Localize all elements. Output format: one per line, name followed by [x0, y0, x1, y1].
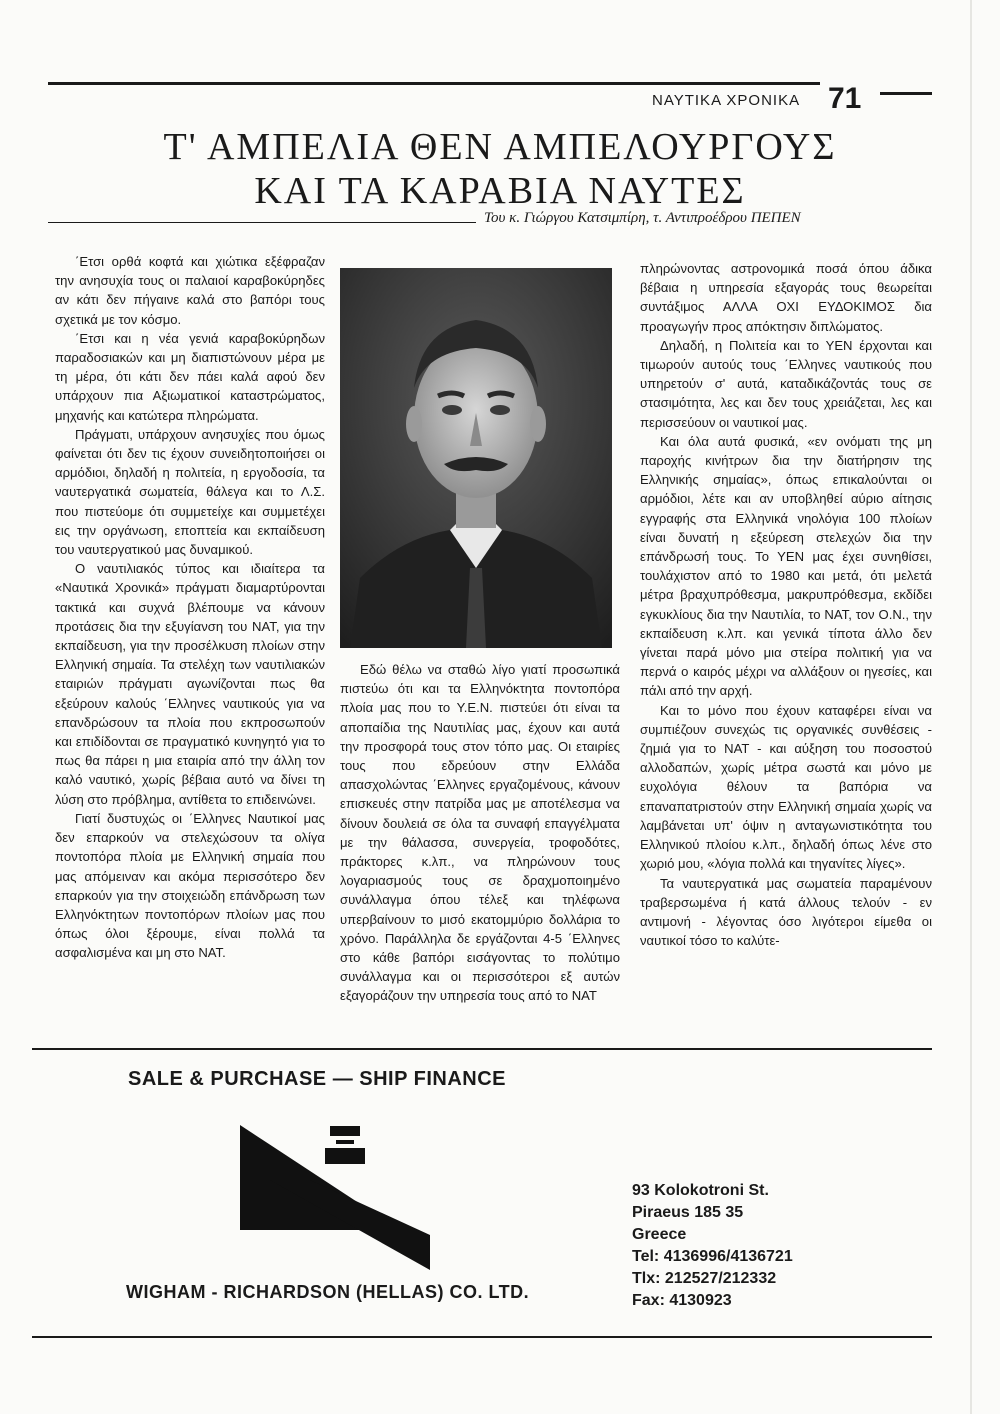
article-column-3 [640, 259, 932, 950]
paragraph: Ο ναυτιλιακός τύπος και ιδιαίτερα τα «Ναυτικά Χρονικά» πράγματι διαμαρτύρονται τακτικά και συχνά βλέπουμε να κάνουν προτάσεις δια την εξυγίανση του ΝΑΤ, για την εκπαίδευση, για την προσέλκυση πλοίων στην Ελληνική σημαία. Τα στελέχη των ναυτιλιακών εταιριών πράγματι αγωνίζονται πως θα εξεύρουν καλούς ΄Ελληνες ναυτικούς για να επανδρώσουν τα πλοία που εκπροσωπούν και επιδίδονται σε πραγματικό κυνηγητό για το πως θα πάρει η μια εταιρία από την άλλη τον καλό ναυτικό, χωρίς βέβαια αυτό να δίνει τη λύση στο πρόβλημα, αντίθετα το επιδεινώνει. [55, 561, 325, 807]
paragraph: ΄Ετσι ορθά κοφτά και χιώτικα εξέφραζαν την ανησυχία τους οι παλαιοί καραβοκύρηδες αν κάτι δεν πήγαινε καλά στο βαπόρι τους σχετικά με τον κόσμο. [55, 254, 325, 327]
paragraph: Εδώ θέλω να σταθώ λίγο γιατί προσωπικά πιστεύω ότι και τα Ελληνόκτητα ποντοπόρα πλοία μας που το Υ.Ε.Ν. πιστεύει ότι είναι τα αποπαίδια της Ναυτιλίας μας, έχουν και αυτά την προσφορά τους στον τόπο μας. Οι εταιρίες τους που εδρεύουν στην Ελλάδα απασχολώντας ΄Ελληνες εργαζομένους, κάνουν επισκευές στην πατρίδα μας με αποτέλεσμα να δίνουν δουλειά σε όλα τα συναφή επαγγέλματα με την θάλασσα, συνεργεία, τροφοδότες, πράκτορες κ.λπ., να πληρώνουν τους λογαριασμούς τους σε δραχμοποιημένο συνάλλαγμα όπου τέλεξ και τηλέφωνα υπερβαίνουν το μισό εκατομμύριο δολλάρια το χρόνο. Παράλληλα δε εργάζονται 4-5 ΄Ελληνες στο κάθε βαπόρι εισάγοντας το πολύτιμο συνάλλαγμα και οι περισσότεροι εξ αυτών εξαγοράζουν την υπηρεσία τους από το ΝΑΤ [340, 662, 620, 1004]
article-column-1 [55, 252, 325, 963]
advert-heading: SALE & PURCHASE — SHIP FINANCE [128, 1068, 507, 1090]
address-tel: Tel: 4136996/4136721 [632, 1248, 793, 1265]
paragraph: Και το μόνο που έχουν καταφέρει είναι να συμπιέζουν συνεχώς τις οργανικές συνθέσεις - ζημιά για το ΝΑΤ - και αύξηση του ποσοστού αλλοδαπών, χωρίς μέτρα σωστά και μόνο με ευχολόγια θέλουν τα βαπόρια να επαναπατριστούν στην Ελληνική σημαία χωρίς να λαμβάνεται υπ' όψιν η ανταγωνιστικότητα του Ελληνικού πλοίου κ.λπ., δηλαδή όπως λένε στο χωριό μου, «λόγια πολλά και τηγανίτες λίγες». [640, 702, 932, 872]
page-edge [970, 0, 972, 1414]
address-country: Greece [632, 1226, 687, 1243]
byline: Του κ. Γιώργου Κατσιμπίρη, τ. Αντιπροέδρου ΠΕΠΕΝ [484, 210, 801, 226]
portrait-illustration [340, 268, 612, 648]
article-title-line-2: ΚΑΙ ΤΑ ΚΑΡΑΒΙΑ ΝΑΥΤΕΣ [254, 170, 746, 212]
byline-rule [48, 222, 476, 223]
address-street: 93 Kolokotroni St. [632, 1182, 769, 1199]
paragraph: Πράγματι, υπάρχουν ανησυχίες που όμως φαίνεται ότι δεν τις έχουν συνειδητοποιήσει οι αρμόδιοι, δηλαδή η πολιτεία, η εργοδοσία, τα ναυτεργατικά σωματεία, θάλεγα και το Λ.Σ. που πιστεύομε ότι συμμετείχε και συμμετέχει εις την οργάνωση, εποπτεία και εκπαίδευση του ναυτεργατικού μας δυναμικού. [55, 426, 325, 558]
paragraph: Δηλαδή, η Πολιτεία και το ΥΕΝ έρχονται και τιμωρούν αυτούς τους ΄Ελληνες ναυτικούς που υπηρετούν σ' αυτά, καταδικάζοντάς τους σε στασιμότητα, λες και δεν τους χρειάζεται, λες και περισσεύουν οι ναυτικοί μας. [640, 337, 932, 430]
advert-top-rule [32, 1048, 932, 1050]
address-tlx: Tlx: 212527/212332 [632, 1270, 777, 1287]
header-rule [48, 82, 820, 85]
paragraph: Τα ναυτεργατικά μας σωματεία παραμένουν τραβερσωμένα ή κατά άλλους τελούν - εν αντιμονή - λέγοντας όσο λιγότεροι είμεθα οι ναυτικοί τόσο το καλύτε- [640, 875, 932, 949]
page-bottom-rule [32, 1336, 932, 1338]
paragraph: Γιατί δυστυχώς οι ΄Ελληνες Ναυτικοί μας δεν επαρκούν να στελεχώσουν τα ολίγα ποντοπόρα πλοία με Ελληνική σημαία που μας απόμειναν και ακόμα περισσότερο δεν επαρκούν για την στοιχειώδη επάνδρωση των Ελληνόκτητων ποντοπόρων πλοίων μας που όπως όλοι ξέρουμε, είναι πολλά τα ασφαλισμένα και μη στο ΝΑΤ. [55, 810, 325, 961]
address-fax: Fax: 4130923 [632, 1292, 732, 1309]
paragraph: ΄Ετσι και η νέα γενιά καραβοκύρηδων παραδοσιακών και μη διαπιστώνουν μέρα με τη μέρα, ότι κάτι δεν πάει καλά αφού δεν υπάρχουν πια Αξιωματικοί καταστρώματος, μηχανής και κατώτερα πληρώματα. [55, 330, 325, 423]
paragraph: Και όλα αυτά φυσικά, «εν ονόματι της μη παροχής κινήτρων δια την διατήρησιν της Ελληνικής σημαίας», όπως επικαλούνται οι αρμόδιοι, λέτε και αν υποβληθεί αύριο αίτησις εγγραφής στα Ελληνικά νηολόγια 100 πλοίων είναι δυνατή η εξεύρεση στελεχών δια την επάνδρωσή τους. Το ΥΕΝ μας έχει συνηθίσει, τουλάχιστον από το 1980 και μετά, ότι μελετά μέτρα βραχυπρόθεσμα, μακρυπρόθεσμα, εκδίδει εγκυκλίους δια την Ναυτιλία, το ΝΑΤ, τον Ο.Ν., την εκπαίδευση κ.λπ. και γενικά τίποτα άλλο δεν γίνεται παρά μόνο μια στείρα πολιτική για να περνά ο καιρός μέχρι να αλλάξουν οι ηγεσίες, και πάλι από την αρχή. [640, 433, 932, 699]
page-number: 71 [828, 82, 862, 115]
header-rule-right [880, 92, 932, 95]
advert-address [632, 1180, 793, 1312]
article-title-line-1: Τ' ΑΜΠΕΛΙΑ ΘΕΝ ΑΜΠΕΛΟΥΡΓΟΥΣ [163, 126, 837, 168]
article-column-2 [340, 660, 620, 1006]
address-city: Piraeus 185 35 [632, 1204, 744, 1221]
author-portrait-photo [340, 268, 612, 648]
running-head: ΝΑΥΤΙΚΑ ΧΡΟΝΙΚΑ [652, 92, 801, 109]
advert-company-name: WIGHAM - RICHARDSON (HELLAS) CO. LTD. [126, 1282, 530, 1302]
paragraph: πληρώνοντας αστρονομικά ποσά όπου άδικα βέβαια η υπηρεσία εξαγοράς τους θεωρείται συντάξιμος ΑΛΛΑ ΟΧΙ ΕΥΔΟΚΙΜΟΣ δια προαγωγήν προς απόκτησιν διπλώματος. [640, 261, 932, 334]
company-logo-icon [230, 1120, 500, 1280]
